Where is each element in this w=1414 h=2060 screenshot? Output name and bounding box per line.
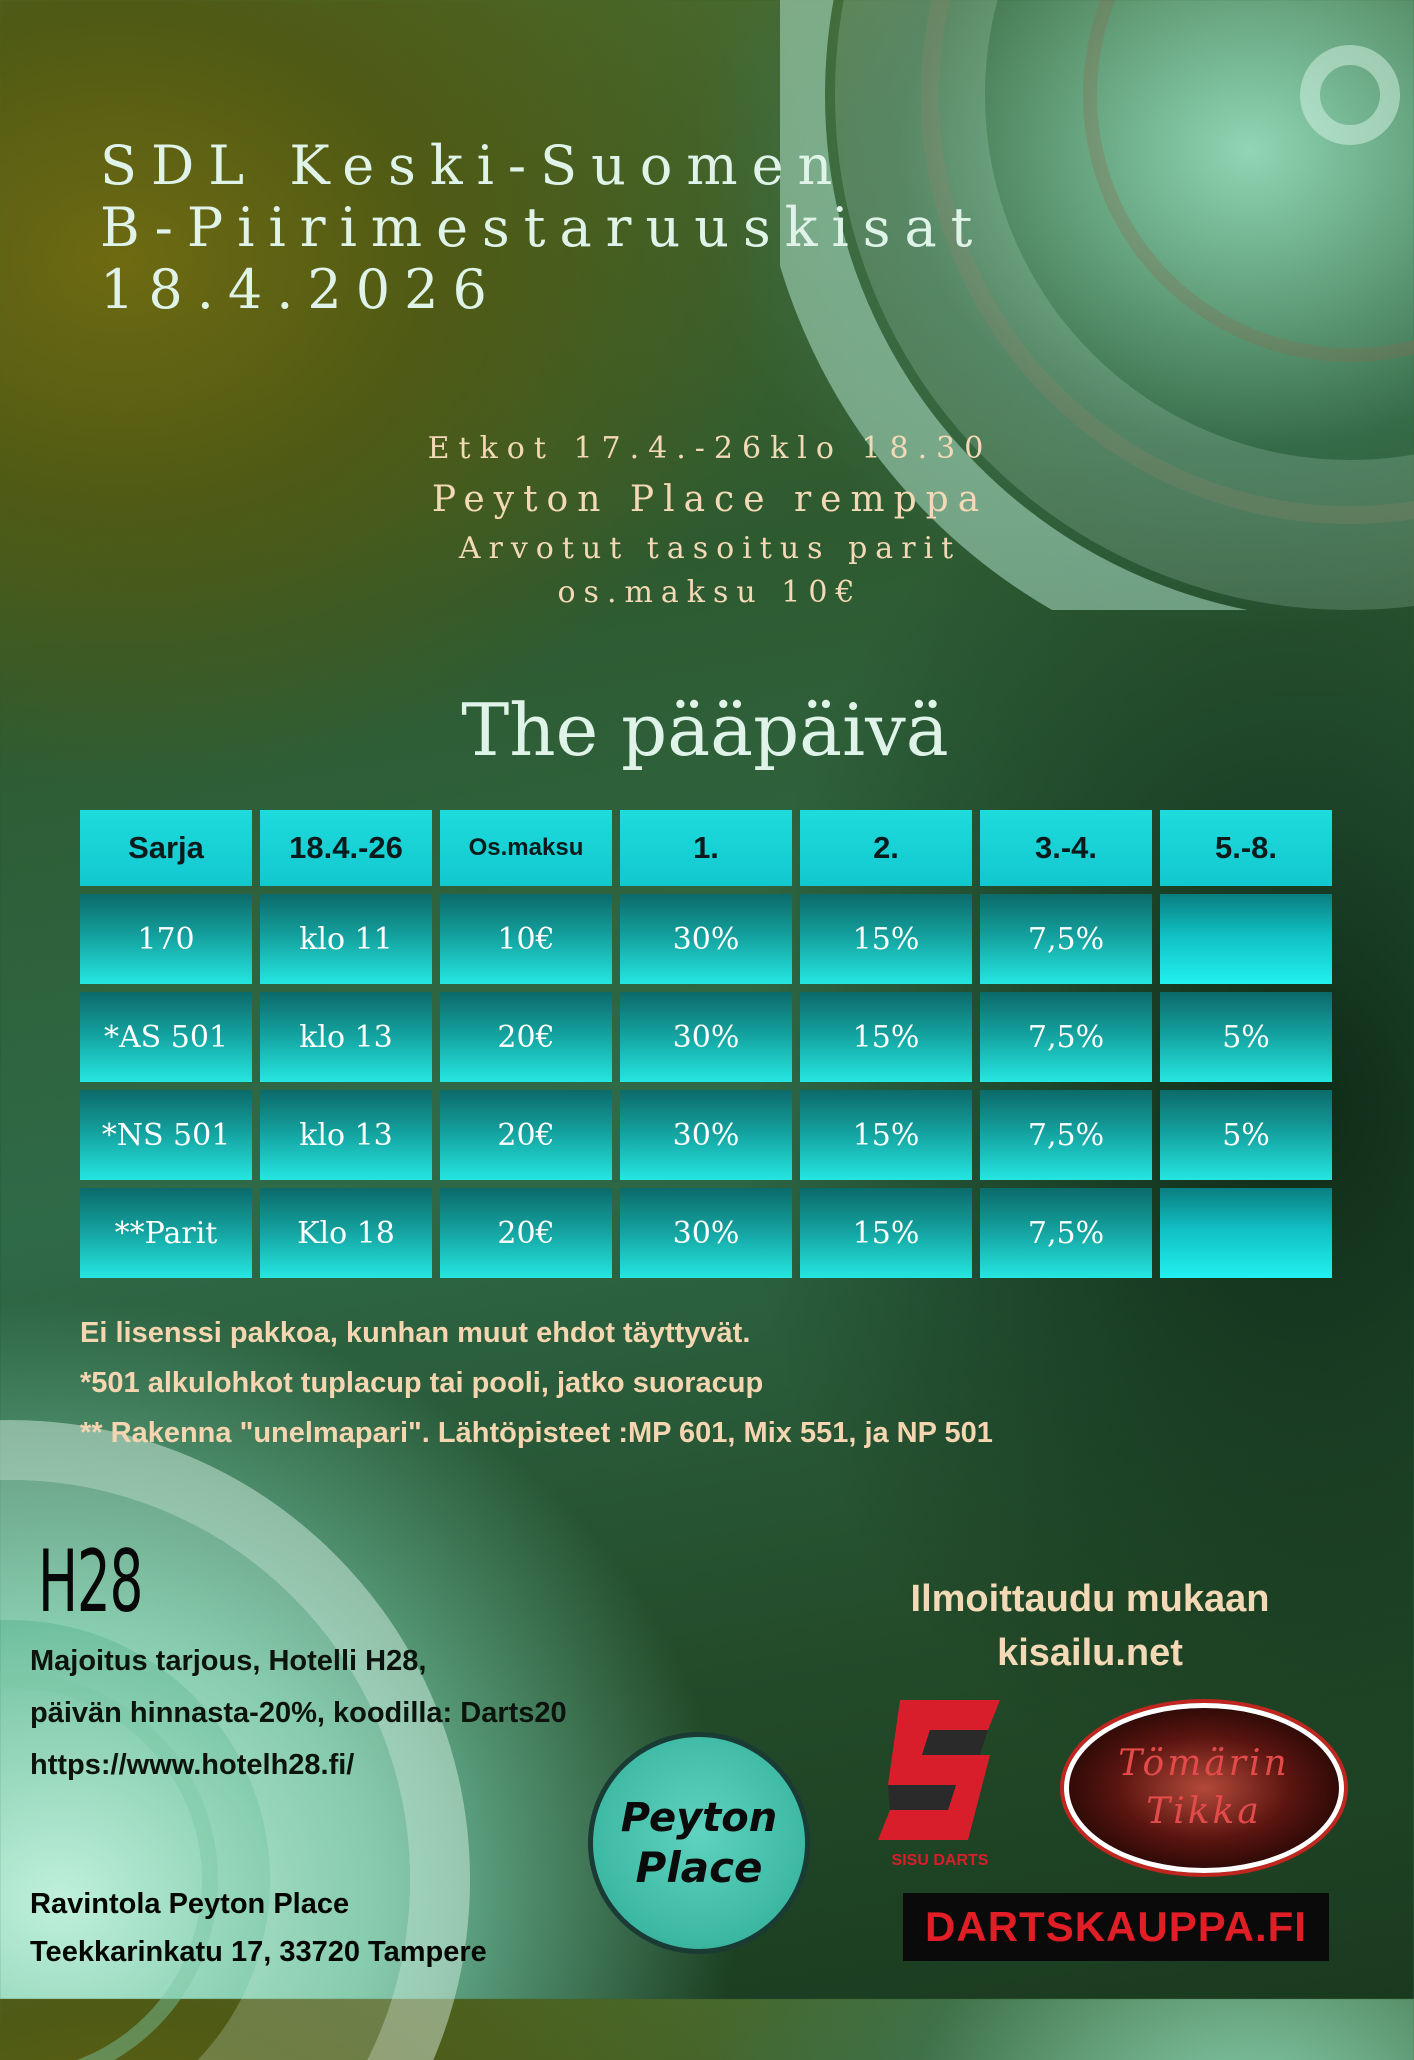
hotel-link[interactable]: https://www.hotelh28.fi/ <box>30 1749 355 1781</box>
table-cell <box>1160 894 1332 984</box>
table-cell: **Parit <box>80 1188 252 1278</box>
table-row <box>80 992 1332 1082</box>
table-row <box>80 1188 1332 1278</box>
etkot-format: Arvotut tasoitus parit <box>458 531 962 566</box>
table-row <box>80 894 1332 984</box>
table-cell: 20€ <box>440 1090 612 1180</box>
header-cell: 18.4.-26 <box>260 810 432 886</box>
table-cell: 7,5% <box>980 992 1152 1082</box>
etkot-fee: os.maksu 10€ <box>557 575 863 610</box>
peyton-logo-line-1: Peyton <box>620 1795 778 1841</box>
etkot-date: Etkot 17.4.-26klo 18.30 <box>427 431 993 466</box>
table-cell: Klo 18 <box>260 1188 432 1278</box>
table-cell: 15% <box>800 992 972 1082</box>
sisu-darts-logo <box>870 1700 1010 1876</box>
note-pairs: ** Rakenna "unelmapari". Lähtöpisteet :MP 601, Mix 551, ja NP 501 <box>80 1417 993 1449</box>
sisu-s-icon <box>870 1700 1010 1850</box>
title-date: 18.4.2026 <box>100 258 501 321</box>
table-cell: 10€ <box>440 894 612 984</box>
note-501-format: *501 alkulohkot tuplacup tai pooli, jatko suoracup <box>80 1367 764 1399</box>
table-row <box>80 1090 1332 1180</box>
table-cell: *NS 501 <box>80 1090 252 1180</box>
tomarin-logo-line-1: Tömärin <box>1118 1743 1290 1784</box>
signup-heading: Ilmoittaudu mukaan <box>910 1578 1270 1620</box>
table-cell: 30% <box>620 1188 792 1278</box>
pre-event-info <box>280 425 1140 615</box>
table-cell: 7,5% <box>980 894 1152 984</box>
table-cell: 30% <box>620 894 792 984</box>
schedule-table <box>80 810 1332 1286</box>
header-cell: 2. <box>800 810 972 886</box>
rules-notes <box>80 1308 993 1458</box>
hotel-offer-line-2: päivän hinnasta-20%, koodilla: Darts20 <box>30 1697 567 1729</box>
table-cell <box>1160 1188 1332 1278</box>
venue-name: Ravintola Peyton Place <box>30 1888 350 1920</box>
table-cell: 5% <box>1160 1090 1332 1180</box>
table-cell: 20€ <box>440 992 612 1082</box>
main-day-heading: The pääpäivä <box>461 688 949 772</box>
header-cell: 1. <box>620 810 792 886</box>
hotel-offer <box>30 1635 567 1791</box>
table-cell: 5% <box>1160 992 1332 1082</box>
note-license: Ei lisenssi pakkoa, kunhan muut ehdot täyttyvät. <box>80 1317 751 1349</box>
dartskauppa-logo: DARTSKAUPPA.FI <box>903 1893 1329 1961</box>
table-cell: 7,5% <box>980 1090 1152 1180</box>
hotel-offer-line-1: Majoitus tarjous, Hotelli H28, <box>30 1645 427 1677</box>
event-title <box>100 135 986 321</box>
table-cell: *AS 501 <box>80 992 252 1082</box>
tomarin-tikka-logo <box>1064 1703 1344 1873</box>
peyton-place-logo <box>588 1732 810 1954</box>
table-cell: klo 13 <box>260 992 432 1082</box>
title-line-1: SDL Keski-Suomen <box>100 134 847 197</box>
header-cell: 3.-4. <box>980 810 1152 886</box>
table-cell: 15% <box>800 1090 972 1180</box>
venue-address <box>30 1880 487 1976</box>
header-cell: 5.-8. <box>1160 810 1332 886</box>
table-cell: 15% <box>800 894 972 984</box>
etkot-venue: Peyton Place remppa <box>431 479 989 520</box>
venue-street: Teekkarinkatu 17, 33720 Tampere <box>30 1936 487 1968</box>
peyton-logo-line-2: Place <box>635 1843 763 1892</box>
tomarin-logo-line-2: Tikka <box>1146 1791 1262 1832</box>
table-cell: 7,5% <box>980 1188 1152 1278</box>
signup-link[interactable]: kisailu.net <box>997 1632 1183 1674</box>
sisu-darts-label: SISU DARTS <box>891 1852 989 1869</box>
h28-hotel-logo: H28 <box>38 1532 143 1632</box>
title-line-2: B-Piirimestaruuskisat <box>100 196 987 259</box>
header-cell: Os.maksu <box>440 810 612 886</box>
table-cell: klo 11 <box>260 894 432 984</box>
table-cell: 30% <box>620 1090 792 1180</box>
table-header-row <box>80 810 1332 886</box>
table-cell: klo 13 <box>260 1090 432 1180</box>
table-cell: 170 <box>80 894 252 984</box>
signup-info <box>860 1572 1320 1680</box>
header-cell: Sarja <box>80 810 252 886</box>
table-cell: 15% <box>800 1188 972 1278</box>
table-cell: 30% <box>620 992 792 1082</box>
table-cell: 20€ <box>440 1188 612 1278</box>
